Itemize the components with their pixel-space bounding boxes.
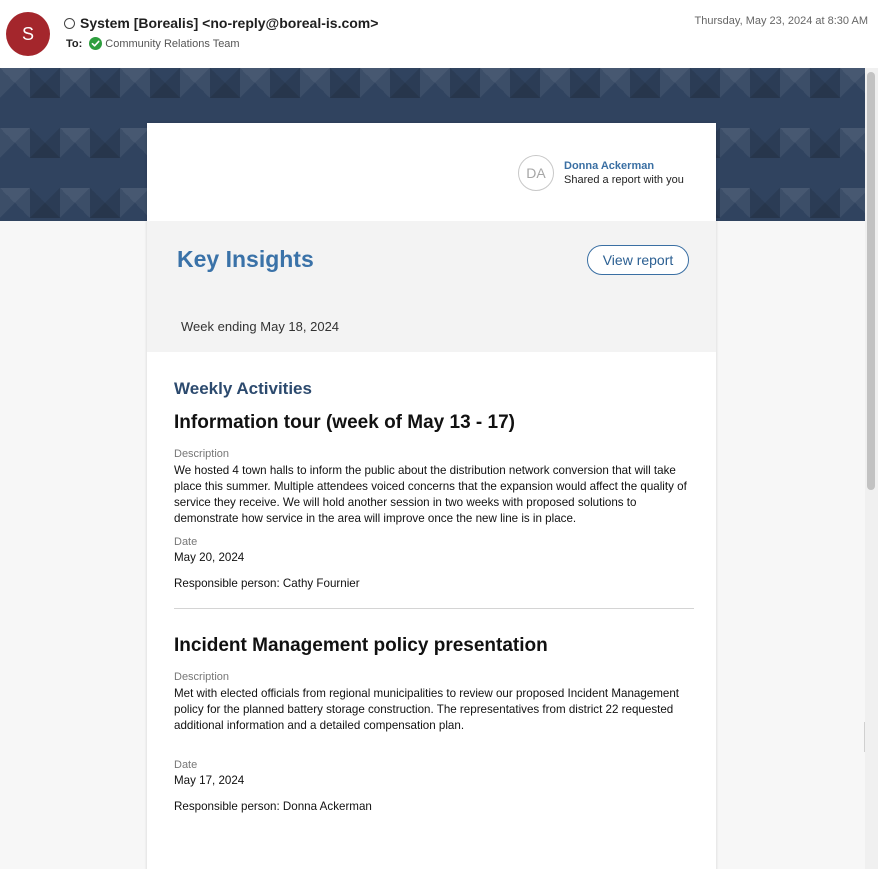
sharer-avatar: DA (518, 155, 554, 191)
sender-avatar[interactable]: S (6, 12, 50, 56)
activity-item (174, 412, 694, 591)
share-text-group (564, 159, 684, 187)
to-label: To: (66, 37, 83, 50)
recipient-name[interactable]: Community Relations Team (105, 37, 240, 50)
sharer-name[interactable]: Donna Ackerman (564, 160, 655, 172)
activity-date: May 20, 2024 (174, 551, 245, 564)
scroll-marker (864, 722, 865, 752)
radio-circle-icon[interactable] (64, 18, 75, 29)
verified-check-icon (89, 37, 102, 50)
scrollbar-thumb[interactable] (867, 72, 875, 490)
report-card (147, 123, 716, 869)
section-heading: Weekly Activities (174, 379, 312, 398)
activity-description: We hosted 4 town halls to inform the public about the distribution network conversion that will take place this summer. Multiple attendees voiced concerns that the expansion would affect the quality of service they receive. We will hold another session in two weeks with proposed solutions to demonstrate how service in the area will improve once the new line is in place. (174, 464, 687, 525)
share-info (518, 155, 684, 191)
email-timestamp: Thursday, May 23, 2024 at 8:30 AM (694, 15, 868, 27)
view-report-button[interactable]: View report (587, 245, 689, 275)
activity-divider (174, 608, 694, 609)
sender-line (64, 15, 378, 31)
activity-title: Incident Management policy presentation (174, 635, 548, 656)
responsible-person: Responsible person: Donna Ackerman (174, 800, 372, 813)
activity-date: May 17, 2024 (174, 774, 245, 787)
activity-title: Information tour (week of May 13 - 17) (174, 412, 515, 433)
insights-panel (147, 221, 716, 352)
description-label: Description (174, 448, 230, 460)
activity-description: Met with elected officials from regional municipalities to review our proposed Incident Management policy for the planned battery storage construction. The representatives from district 22 requested additional information and a detailed compensation plan. (174, 687, 680, 732)
date-label: Date (174, 759, 198, 771)
week-ending-label: Week ending May 18, 2024 (181, 319, 340, 334)
description-label: Description (174, 671, 230, 683)
activity-item (174, 635, 694, 814)
date-label: Date (174, 536, 198, 548)
report-title: Key Insights (177, 246, 314, 272)
email-header (0, 0, 878, 68)
recipient-line (66, 37, 240, 50)
responsible-person: Responsible person: Cathy Fournier (174, 577, 360, 590)
shared-message: Shared a report with you (564, 174, 684, 186)
sender-address[interactable]: System [Borealis] <no-reply@boreal-is.com> (80, 15, 379, 31)
email-body (0, 68, 865, 869)
